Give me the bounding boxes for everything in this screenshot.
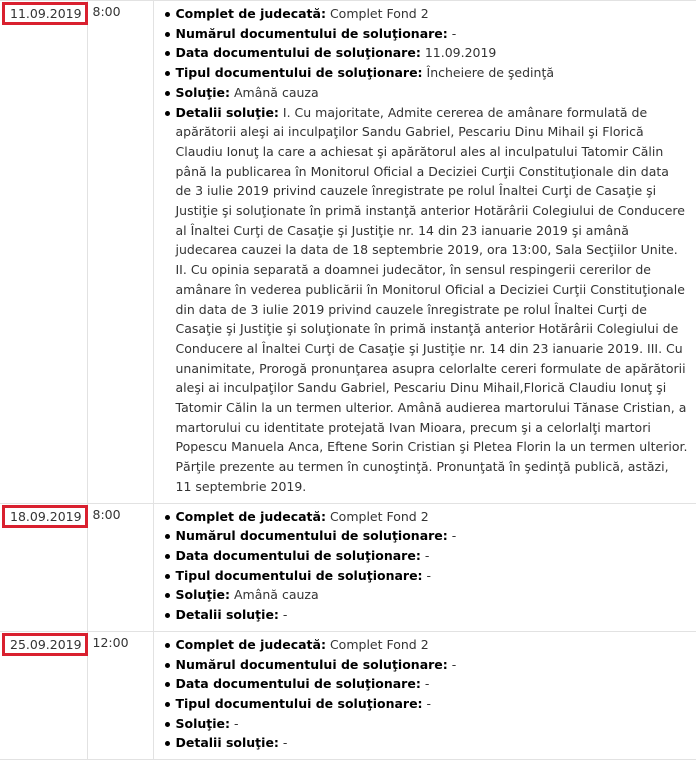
details-cell: [153, 1, 696, 504]
session-row: [0, 503, 696, 631]
numar-label: Numărul documentului de soluţionare:: [175, 528, 448, 544]
numar-item: [176, 24, 689, 44]
session-time: 12:00: [92, 634, 129, 650]
session-details-list: [154, 632, 697, 759]
numar-item: [176, 526, 689, 546]
numar-value: -: [451, 656, 457, 672]
numar-item: [176, 655, 689, 675]
complet-item: [176, 635, 689, 655]
solutie-label: Soluţie:: [175, 587, 231, 603]
data-doc-item: [176, 674, 689, 694]
data-doc-label: Data documentului de soluţionare:: [175, 547, 421, 563]
data-doc-value: 11.09.2019: [424, 45, 497, 61]
detalii-item: [176, 733, 689, 753]
tip-label: Tipul documentului de soluţionare:: [175, 567, 423, 583]
tip-value: Încheiere de şedinţă: [426, 65, 555, 81]
tip-value: -: [426, 695, 432, 711]
time-cell: [87, 631, 153, 759]
numar-label: Numărul documentului de soluţionare:: [175, 656, 448, 672]
solutie-item: [176, 585, 689, 605]
time-cell: [87, 503, 153, 631]
solutie-label: Soluţie:: [175, 84, 231, 100]
data-doc-value: -: [424, 547, 430, 563]
complet-label: Complet de judecată:: [175, 636, 326, 652]
solutie-value: Amână cauza: [234, 587, 319, 603]
complet-item: [176, 4, 689, 24]
detalii-label: Detalii soluţie:: [175, 607, 279, 623]
tip-value: -: [426, 567, 432, 583]
detalii-item: [176, 103, 689, 497]
solutie-value: Amână cauza: [234, 84, 319, 100]
numar-label: Numărul documentului de soluţionare:: [175, 25, 448, 41]
tip-label: Tipul documentului de soluţionare:: [175, 695, 423, 711]
detalii-value: I. Cu majoritate, Admite cererea de amânare formulată de apărătorii aleşi ai inculpaţilor Sandu Gabriel, Pescariu Dinu Mihail şi Florică Claudiu Ionuţ la care a achiesat şi apărătorul ales al inculpatului Tatomir Călin până la publicarea în Monitorul Oficial a Deciziei Curţii Constituţionale din data de 3 iulie 2019 privind cauzele înregistrate pe rolul Înaltei Curţi de Casaţie şi Justiţie şi soluţionate în primă instanţă anterior Hotărârii Colegiului de Conducere al Înaltei Curţi de Casaţie şi Justiţie nr. 14 din 23 ianuarie 2019 şi amână judecarea cauzei la data de 18 septembrie 2019, ora 13:00, Sala Secţiilor Unite. II. Cu opinia separată a doamnei judecător, în sensul respingerii cererilor de amânare în vederea publicării în Monitorul Oficial a Deciziei Curţii Constituţionale din data de 3 iulie 2019 privind cauzele înregistrate pe rolul Înaltei Curţi de Casaţie şi Justiţie şi soluţionate în primă instanţă anterior Hotărârii Colegiului de Conducere al Înaltei Curţi de Casaţie şi Justiţie nr. 14 din 23 ianuarie 2019. III. Cu unanimitate, Prorogă pronunţarea asupra celorlalte cereri formulate de apărătorii aleşi ai inculpaţilor Sandu Gabriel, Pescariu Dinu Mihail,Florică Claudiu Ionuţ şi Tatomir Călin la un termen ulterior. Amână audierea martorului Tănase Cristian, a martorului cu identitate protejată Ivan Mioara, precum şi a celorlalţi martori Popescu Manuela Anca, Eftene Sorin Cristian şi Pletea Florin la un termen ulterior. Părţile prezente au termen în cunoştinţă. Pronunţată în şedinţă publică, astăzi, 11 septembrie 2019.: [175, 104, 688, 494]
detalii-label: Detalii soluţie:: [175, 735, 279, 751]
details-cell: [153, 503, 696, 631]
session-row: [0, 631, 696, 759]
session-details-list: [154, 1, 697, 503]
complet-label: Complet de judecată:: [175, 508, 326, 524]
tip-item: [176, 566, 689, 586]
data-doc-item: [176, 546, 689, 566]
session-date: 18.09.2019: [2, 505, 88, 528]
date-cell: [0, 503, 87, 631]
detalii-label: Detalii soluţie:: [175, 104, 279, 120]
data-doc-label: Data documentului de soluţionare:: [175, 45, 421, 61]
solutie-label: Soluţie:: [175, 715, 231, 731]
complet-value: Complet Fond 2: [329, 508, 429, 524]
tip-item: [176, 63, 689, 83]
detalii-item: [176, 605, 689, 625]
complet-label: Complet de judecată:: [175, 6, 326, 21]
detalii-value: -: [282, 735, 288, 751]
date-cell: [0, 631, 87, 759]
tip-item: [176, 694, 689, 714]
session-time: 8:00: [92, 506, 121, 522]
numar-value: -: [451, 528, 457, 544]
complet-value: Complet Fond 2: [329, 636, 429, 652]
time-cell: [87, 1, 153, 504]
complet-item: [176, 507, 689, 527]
solutie-item: [176, 83, 689, 103]
session-row: [0, 1, 696, 504]
session-date: 11.09.2019: [2, 2, 88, 25]
detalii-value: -: [282, 607, 288, 623]
data-doc-label: Data documentului de soluţionare:: [175, 676, 421, 692]
session-details-list: [154, 504, 697, 631]
solutie-value: -: [234, 715, 239, 731]
complet-value: Complet Fond 2: [329, 6, 429, 21]
data-doc-value: -: [424, 676, 430, 692]
data-doc-item: [176, 43, 689, 63]
session-time: 8:00: [92, 4, 121, 19]
date-cell: [0, 1, 87, 504]
tip-label: Tipul documentului de soluţionare:: [175, 65, 423, 81]
numar-value: -: [451, 25, 457, 41]
solutie-item: [176, 714, 689, 734]
session-date: 25.09.2019: [2, 633, 88, 656]
details-cell: [153, 631, 696, 759]
